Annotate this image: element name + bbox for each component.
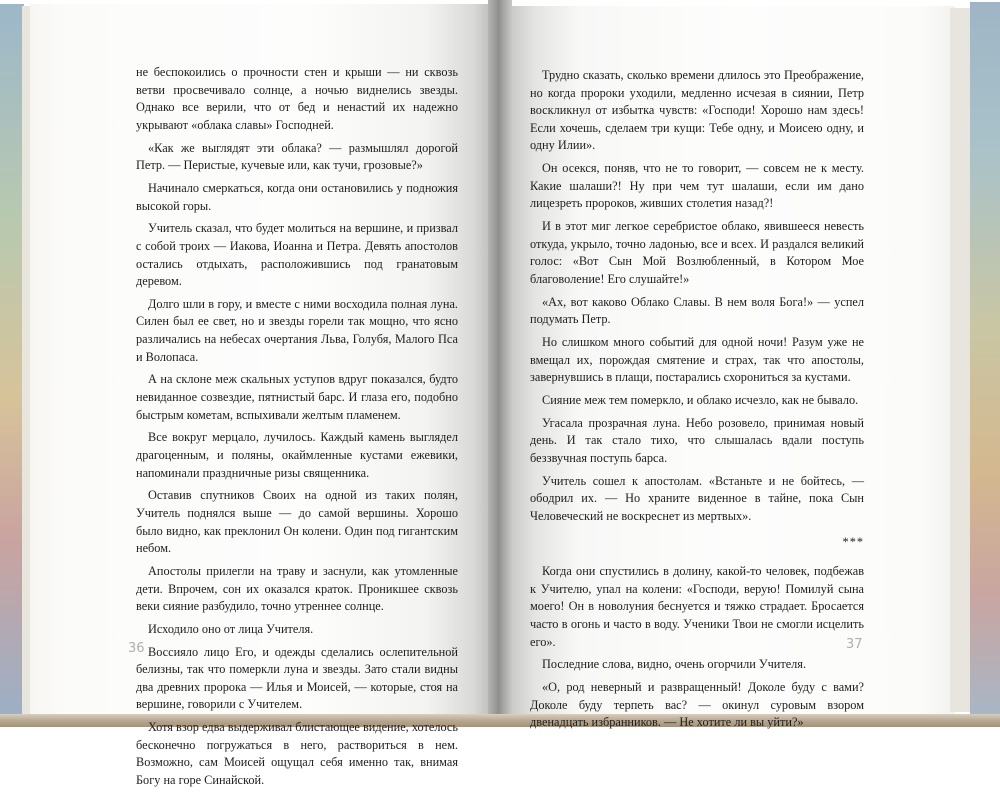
paragraph: Сияние меж тем померкло, и облако исчезло, как не бывало. <box>542 393 859 408</box>
paragraph: Учитель сошел к апостолам. «Встаньте и не бойтесь, — ободрил их. — Но храните виденное в тайне, пока Сын Человеческий не воскреснет из мертвых». <box>530 473 864 523</box>
book-cover-left-edge <box>0 4 24 720</box>
paragraph: Угасала прозрачная луна. Небо розовело, принимая новый день. И так стало тихо, что слышалась вдали поступь беззвучная поступь барса. <box>530 415 864 465</box>
paragraph: Учитель сказал, что будет молиться на вершине, и призвал с собой троих — Иакова, Иоанна и Петра. Девять апостолов остались отдыхать, расположившись под гранатовым деревом. <box>136 221 458 289</box>
paragraph: «Ах, вот каково Облако Славы. В нем воля Бога!» — успел подумать Петр. <box>530 294 864 327</box>
book-gutter <box>488 0 512 727</box>
right-page-text <box>530 67 864 737</box>
paragraph: «Как же выглядят эти облака? — размышлял дорогой Петр. — Перистые, кучевые или, как тучи, грозовые?» <box>136 140 458 173</box>
section-separator: *** <box>842 534 864 549</box>
paragraph: Последние слова, видно, очень огорчили Учителя. <box>542 657 807 672</box>
paragraph: Трудно сказать, сколько времени длилось это Преображение, но когда пророки уходили, медленно исчезая в сиянии, Петр воскликнул от избытка чувств: «Господи! Хорошо нам здесь! Если хочешь, сделаем три кущи: Тебе одну, и Моисею одну, и одну Илии». <box>530 68 864 153</box>
paragraph: Оставив спутников Своих на одной из таких полян, Учитель поднялся выше — до самой вершины. Хорошо было видно, как преклонил Он колени. Один под гигантским небом. <box>136 488 458 556</box>
left-page-text <box>136 64 458 795</box>
page-number-left: 36 <box>128 641 145 656</box>
paragraph: Хотя взор едва выдерживал блистающее видение, хотелось бесконечно погружаться в него, раствориться в нем. Возможно, сам Моисей ощущал себя именно так, внимая Богу на горе Синайской. <box>136 720 458 788</box>
paragraph: Когда они спустились в долину, какой-то человек, подбежав к Учителю, упал на колени: «Господи, верую! Помилуй сына моего! Он в новолуния беснуется и тяжко страдает. Бросается часто в огонь и часто в воду. Ученики Твои не смогли исцелить его». <box>530 564 864 649</box>
paragraph: И в этот миг легкое серебристое облако, явившееся невесть откуда, укрыло, точно ладонью, все и всех. И раздался великий голос: «Вот Сын Мой Возлюбленный, в Котором Мое благоволение! Его слушайте!» <box>530 219 864 286</box>
paragraph: Воссияло лицо Его, и одежды сделались ослепительной белизны, так что померкли луна и звезды. Зато стали видны два древних пророка — Илья и Моисей, — которые, стоя на вершине, говорили с Учителем. <box>136 644 458 712</box>
paragraph: А на склоне меж скальных уступов вдруг показался, будто невиданное созвездие, пятнистый барс. И глаза его, подобно быстрым кометам, вспыхивали желтым пламенем. <box>136 372 458 422</box>
paragraph: Апостолы прилегли на траву и заснули, как утомленные дети. Впрочем, сон их оказался краток. Проникшее сквозь веки сияние разбудило, точно утреннее солнце. <box>136 563 458 614</box>
paragraph: Начинало смеркаться, когда они остановились у подножия высокой горы. <box>136 180 458 213</box>
paragraph: Исходило оно от лица Учителя. <box>148 621 314 636</box>
page-stack-right <box>950 8 972 712</box>
paragraph: Долго шли в гору, и вместе с ними восходила полная луна. Силен был ее свет, но и звезды горели так мощно, что ясно различались на небесах очертания Льва, Голубя, Малого Пса и Волопаса. <box>136 296 458 364</box>
paragraph: не беспокоились о прочности стен и крыши — ни сквозь ветви просвечивало солнце, а ночью виднелись звезды. Однако все верили, что от бед и ненастий их надежно укрывают «облака славы» Господней. <box>136 65 458 132</box>
page-number-right: 37 <box>846 637 863 652</box>
paragraph: Все вокруг мерцало, лучилось. Каждый камень выглядел драгоценным, и поляны, окаймленные кустами ежевики, напоминали праздничные ризы священника. <box>136 430 458 480</box>
book-cover-right-edge <box>970 2 1000 724</box>
paragraph: Он осекся, поняв, что не то говорит, — совсем не к месту. Какие шалаши?! Ну при чем тут шалаши, если им дано лицезреть пророков, живших столетия назад?! <box>530 161 864 211</box>
paragraph: «О, род неверный и развращенный! Доколе буду с вами? Доколе буду терпеть вас? — окинул суровым взором двенадцать избранников. — Не хотите ли вы уйти?» <box>530 680 864 730</box>
paragraph: Но слишком много событий для одной ночи! Разум уже не вмещал их, порождая смятение и страх, так что апостолы, завернувшись в плащи, постарались схорониться за кустами. <box>530 335 864 385</box>
